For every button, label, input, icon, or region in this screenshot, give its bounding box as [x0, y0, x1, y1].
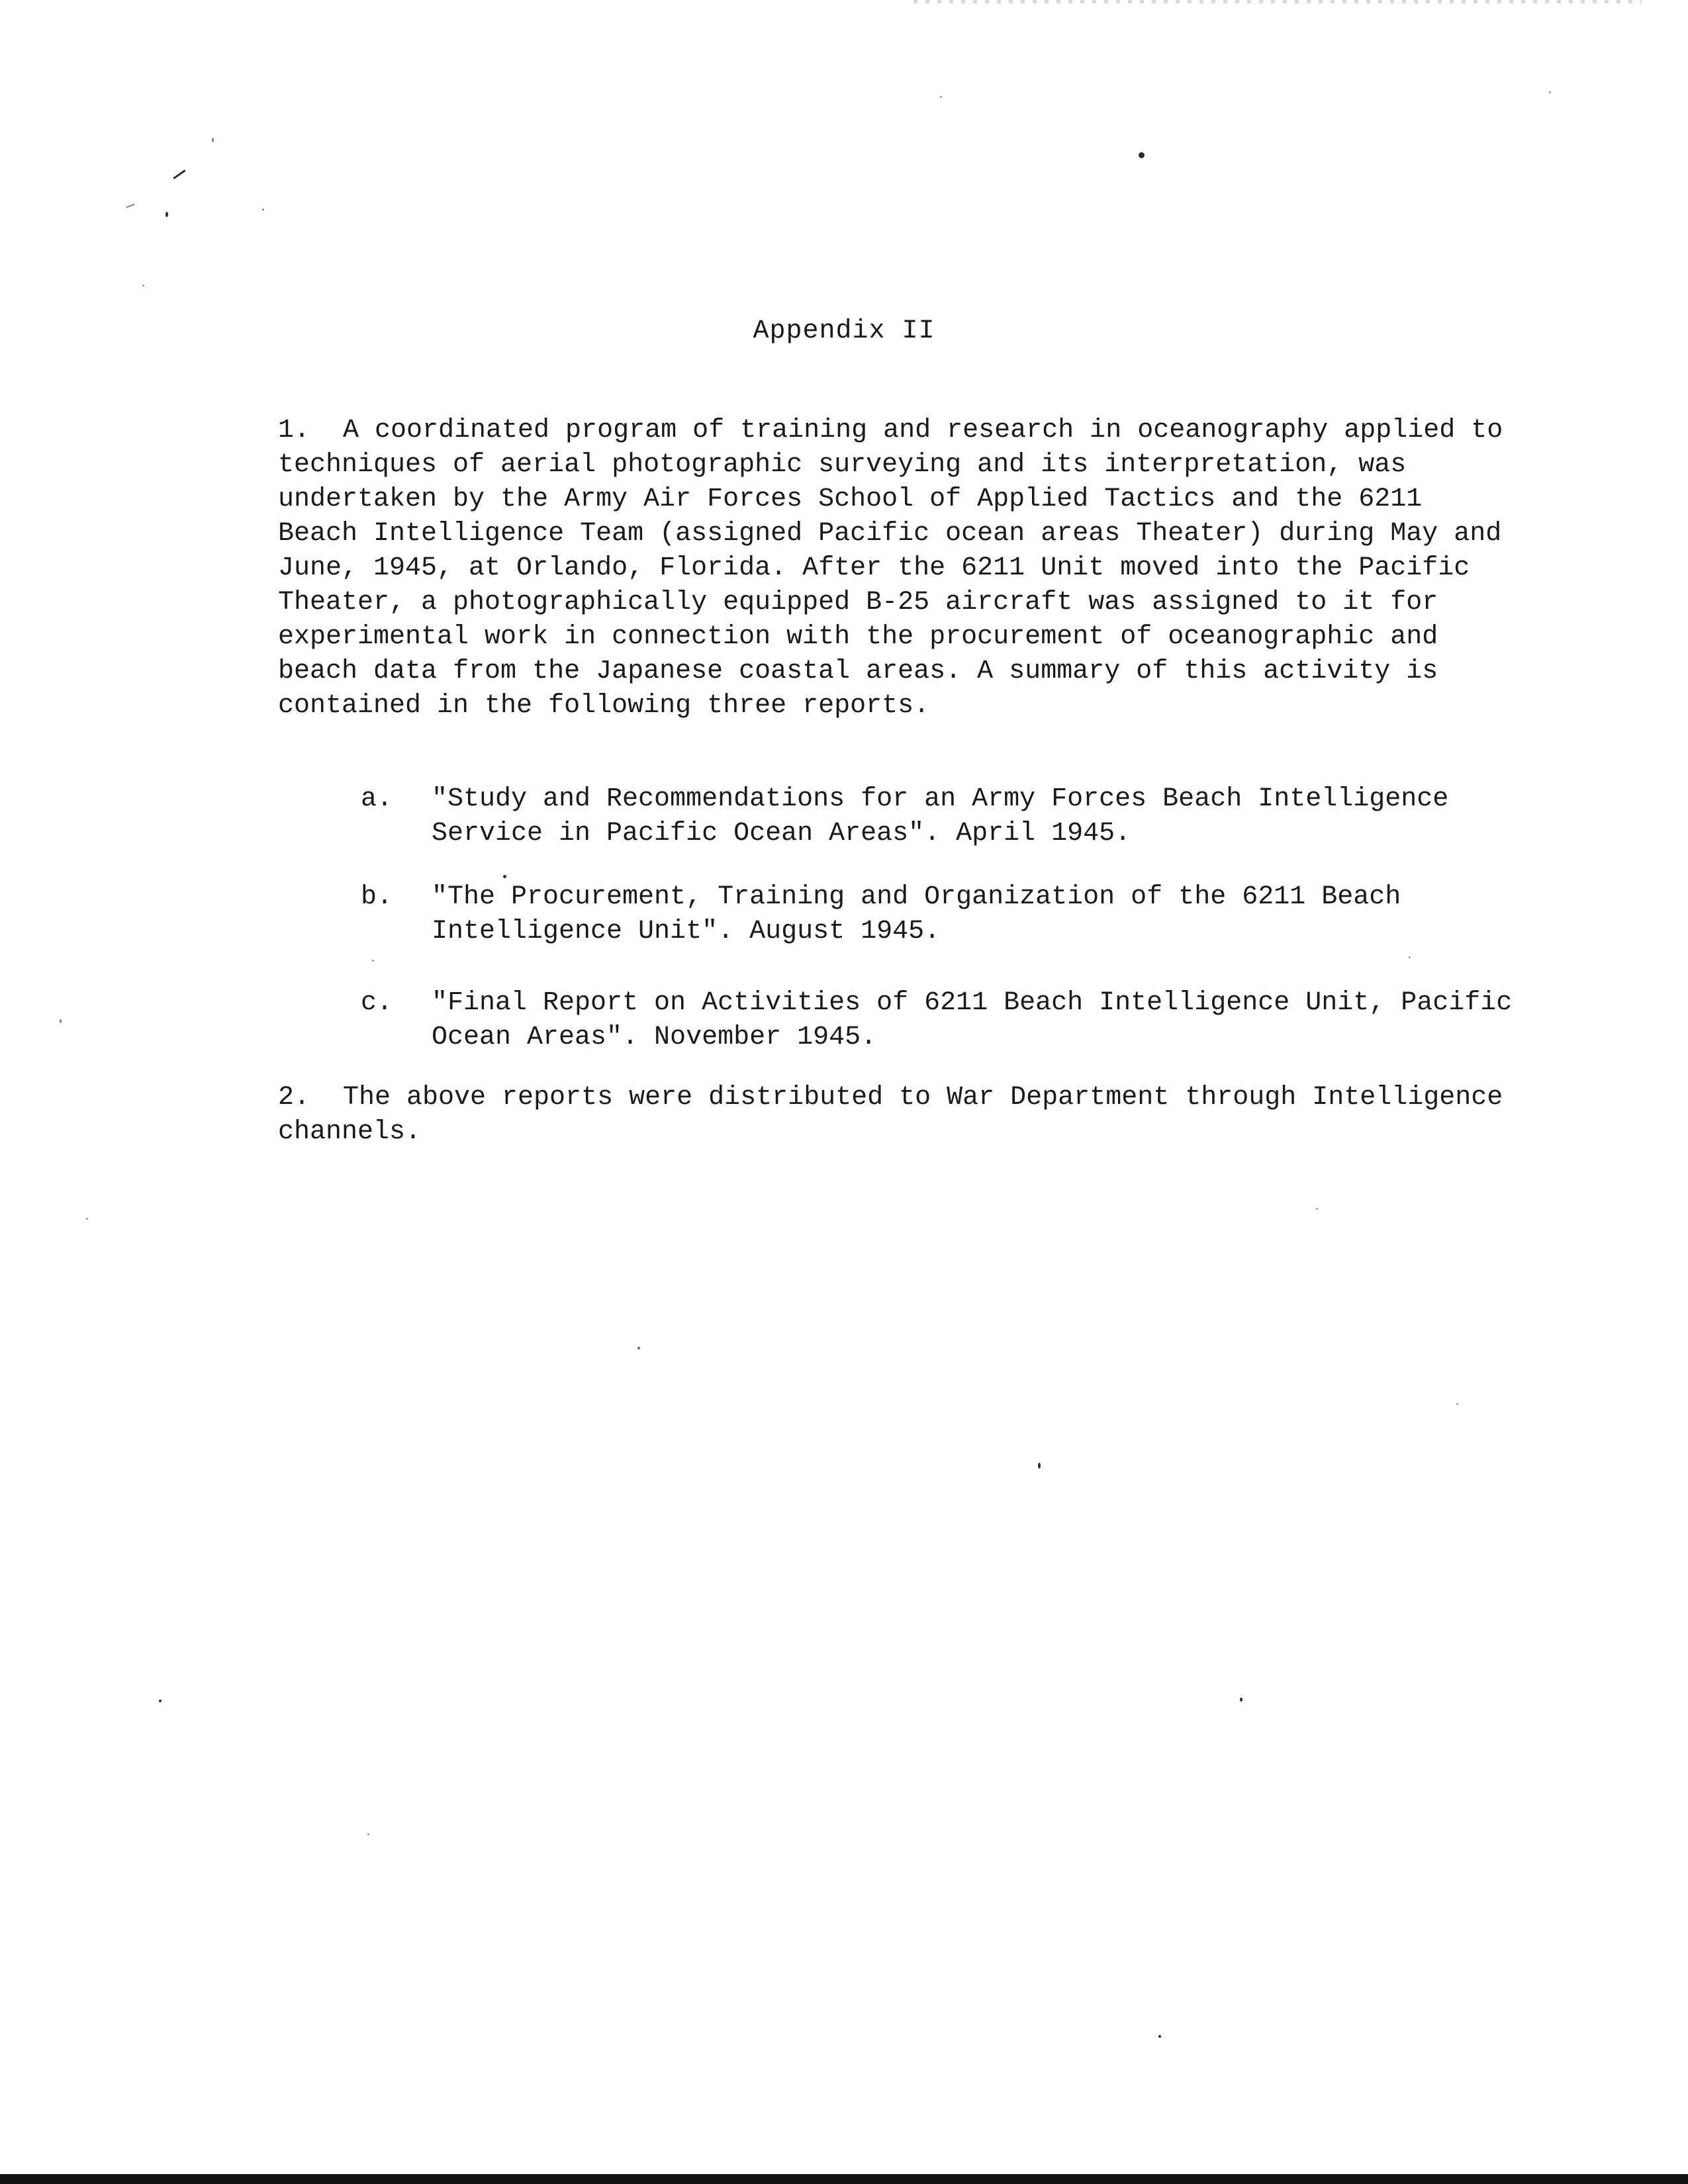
paragraph-1-number: 1.	[278, 416, 310, 445]
scan-edge-noise	[914, 0, 1642, 3]
page-title: Appendix II	[753, 316, 935, 346]
scan-speck	[637, 1347, 640, 1349]
scan-speck	[940, 96, 942, 98]
scan-speck	[503, 875, 506, 878]
scan-speck	[367, 1833, 369, 1835]
scan-speck	[60, 1019, 62, 1023]
scan-speck	[1139, 152, 1145, 158]
scan-speck	[126, 204, 135, 208]
paragraph-1	[278, 414, 1509, 723]
report-item-c-text: "Final Report on Activities of 6211 Beach Intelligence Unit, Pacific Ocean Areas". November 1945.	[432, 988, 1513, 1052]
scan-speck	[1038, 1463, 1041, 1469]
paragraph-2-number: 2.	[278, 1083, 310, 1113]
scan-speck	[165, 212, 168, 217]
report-item-a-text: "Study and Recommendations for an Army Forces Beach Intelligence Service in Pacific Ocean Areas". April 1945.	[432, 784, 1449, 848]
report-item-a-letter: a.	[361, 784, 393, 814]
scan-speck	[142, 285, 144, 287]
scan-speck	[1549, 91, 1551, 93]
scan-speck	[1456, 1403, 1458, 1405]
scan-speck	[159, 1700, 162, 1702]
paragraph-2	[278, 1081, 1509, 1150]
scan-speck	[1409, 956, 1411, 958]
report-item-c-letter: c.	[361, 988, 393, 1018]
scan-speck	[173, 169, 186, 179]
scan-speck	[372, 960, 374, 962]
scan-speck	[1240, 1698, 1243, 1702]
scan-speck	[1316, 1208, 1318, 1210]
report-item-b-text: "The Procurement, Training and Organization of the 6211 Beach Intelligence Unit". August 1945.	[432, 882, 1401, 946]
paragraph-2-text: The above reports were distributed to War Department through Intelligence channels.	[278, 1083, 1503, 1147]
paragraph-1-text: A coordinated program of training and research in oceanography applied to techniques of aerial photographic surveying and its interpretation, was undertaken by the Army Air Forces School of Applied Tactics and the 6211 Beach Intelligence Team (assigned Pacific ocean areas Theater) during May and June, 1945, at Orlando, Florida. After the 6211 Unit moved into the Pacific Theater, a photographically equipped B-25 aircraft was assigned to it for experimental work in connection with the procurement of oceanographic and beach data from the Japanese coastal areas. A summary of this activity is contained in the following three reports.	[278, 416, 1503, 721]
scan-speck	[1158, 2035, 1161, 2038]
scan-bottom-edge	[0, 2174, 1688, 2184]
scan-speck	[212, 138, 214, 142]
scan-speck	[262, 208, 264, 210]
report-item-b-letter: b.	[361, 882, 393, 912]
scan-speck	[86, 1218, 88, 1220]
